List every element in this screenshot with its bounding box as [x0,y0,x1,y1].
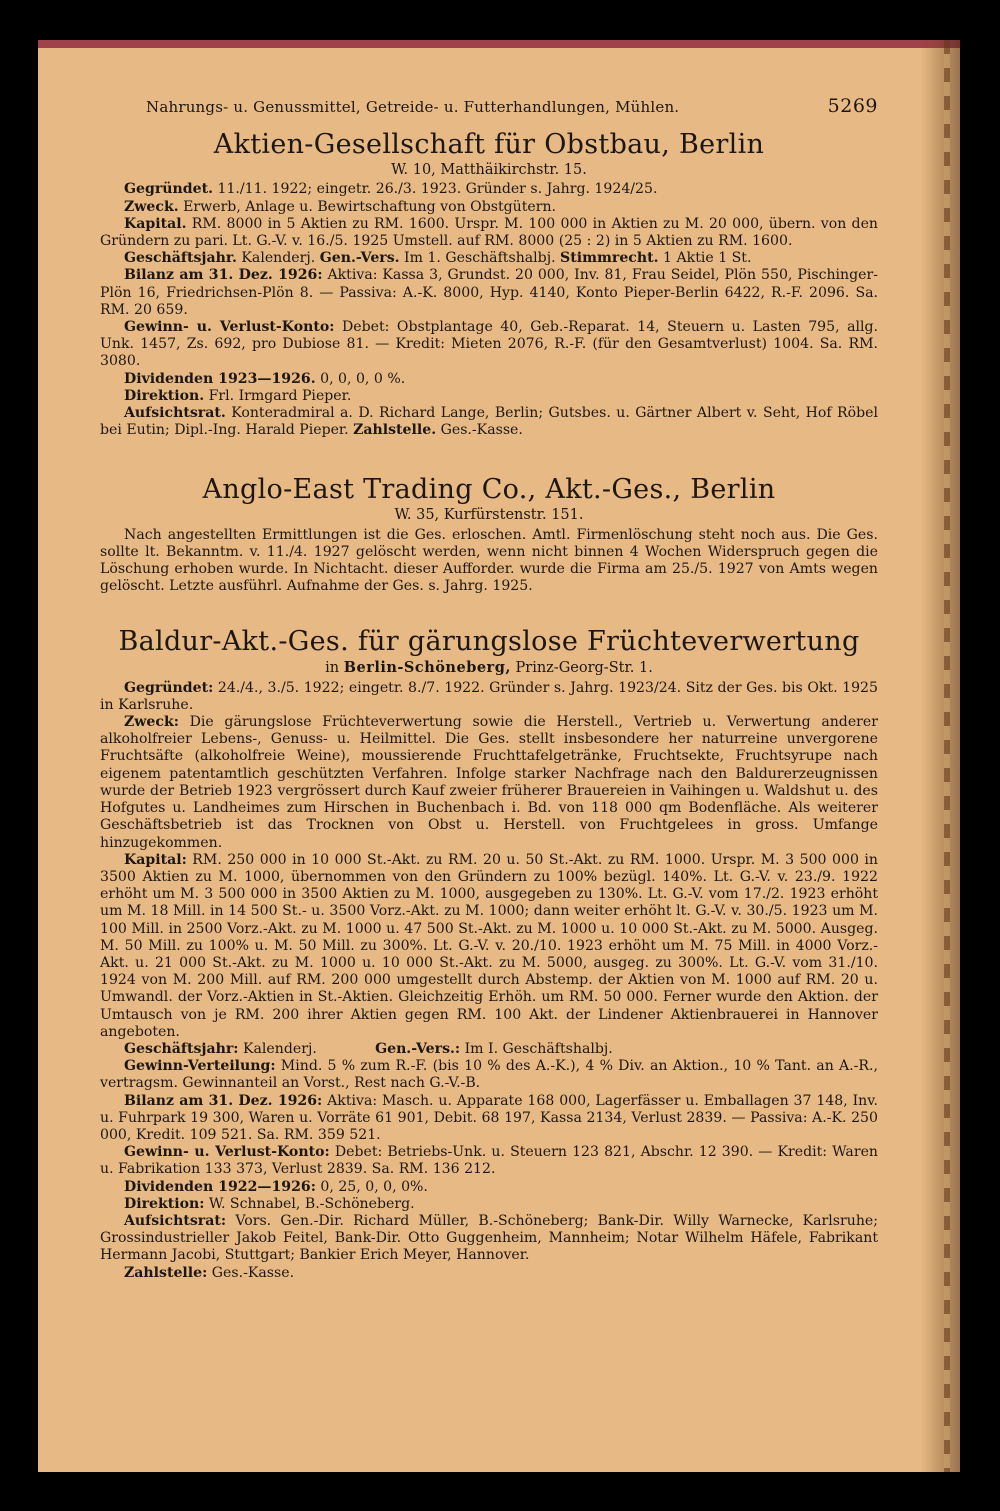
entry-text: Aktiva: Kassa 3, Grundst. 20 000, Inv. 81, Frau Seidel, Plön 550, Pischinger-Plön 16, Friedrichsen-Plön 8. — Passiva: A.-K. 8000, Hyp. 4140, Konto Pieper-Berlin 6422, R.-F. 2096. Sa. RM. 20 659. [100,267,878,318]
entry-text: W. Schnabel, B.-Schöneberg. [204,1195,415,1212]
entry-key: Bilanz am 31. Dez. 1926: [124,267,323,284]
entry-key: Direktion. [124,387,205,404]
entry-text: Konteradmiral a. D. Richard Lange, Berlin; Gutsbes. u. Gärtner Albert v. Seht, Hof Röbel bei Eutin; Dipl.-Ing. Harald Pieper. [100,405,878,439]
entry-key: Aufsichtsrat. [124,405,226,422]
entry-key: Gewinn- u. Verlust-Konto: [124,319,335,336]
entry-paragraph [100,1041,878,1058]
entry-paragraph [100,216,878,250]
entry-text: Im 1. Geschäftshalbj. [399,250,561,267]
address-prefix: in [325,660,344,677]
entry-text: Die gärungslose Früchteverwertung sowie die Herstell., Vertrieb u. Verwertung anderer alkoholfreier Lebens-, Genuss- u. Heilmittel. Die Ges. stellt insbesondere her naturreine unvergorene Fruchtsäfte (alkoholfreie Weine), moussierende Fruchttafelgetränke, Fruchtsekte, Fruchtsyrupe nach eigenem patentamtlich geschützten Verfahren. Infolge starker Nachfrage nach den Baldurerzeugnissen wurde der Betrieb 1923 vergrössert durch Kauf zweier früherer Brauereien in Vaihingen u. Waldshut u. des Hofgutes u. Landheimes zum Hirschen in Buchenbach i. Bd. von 118 000 qm Bodenfläche. Als weiterer Geschäftsbetrieb ist das Trocknen von Obst u. Herstell. von Fruchtgelees in gross. Umfange hinzugekommen. [100,714,878,851]
entry-paragraph [100,199,878,216]
binding-strip [944,40,950,1472]
entry-key: Zahlstelle: [124,1264,208,1281]
entry-text: Debet: Betriebs-Unk. u. Steuern 123 821, Abschr. 12 390. — Kredit: Waren u. Fabrikation 133 373, Verlust 2839. Sa. RM. 136 212. [100,1144,878,1178]
entry-paragraph [100,1179,878,1196]
entry-paragraph [100,1093,878,1145]
entry-paragraph [100,319,878,371]
page-top-band [38,40,960,48]
entry-paragraph [100,1213,878,1265]
entry-paragraph [100,1144,878,1178]
entry-key: Kapital: [124,851,187,868]
entry-key: Dividenden 1923—1926. [124,370,316,387]
entry-paragraph [100,852,878,1041]
entry-paragraph [100,1058,878,1092]
entry-key: Dividenden 1922—1926: [124,1178,316,1195]
entry-paragraph [100,181,878,198]
address-city: Berlin-Schöneberg, [343,659,511,677]
entry-text: Aktiva: Masch. u. Apparate 168 000, Lagerfässer u. Emballagen 37 148, Inv. u. Fuhrpark 19 300, Waren u. Vorräte 61 901, Debit. 68 197, Kassa 2134, Verlust 2839. — Passiva: A.-K. 250 000, Kredit. 109 521. Sa. RM. 359 521. [100,1092,878,1143]
entry-text: RM. 8000 in 5 Aktien zu RM. 1600. Urspr. M. 100 000 in Aktien zu M. 20 000, übern. von den Gründern zu pari. Lt. G.-V. v. 16./5. 1925 Umstell. auf RM. 8000 (25 : 2) in 5 Aktien zu RM. 1600. [100,215,878,250]
running-head [146,95,878,117]
page-number: 5269 [827,95,878,117]
entry-paragraph [100,250,878,267]
entry-key: Gewinn-Verteilung: [124,1058,276,1075]
entry-key: Bilanz am 31. Dez. 1926: [124,1092,323,1109]
entry-key: Aufsichtsrat: [124,1212,227,1229]
company-title: Aktien-Gesellschaft für Obstbau, Berlin [213,129,765,161]
entry-text: Kalenderj. [238,1040,322,1057]
entry-paragraph [100,680,878,714]
entry-key: Geschäftsjahr: [124,1040,239,1057]
address-street: Prinz-Georg-Str. 1. [510,660,653,677]
entry-text: Im I. Geschäftshalbj. [460,1040,613,1057]
entry-paragraph [100,527,878,596]
company-address: W. 35, Kurfürstenstr. 151. [394,507,584,524]
entry-paragraph [100,714,878,852]
entry-text: 1 Aktie 1 St. [658,250,752,267]
entry-key: Zweck. [124,198,179,215]
entry-key: Gen.-Vers. [319,250,400,267]
entry-text: 0, 25, 0, 0, 0%. [315,1178,428,1195]
entry-text: Ges.-Kasse. [436,422,523,439]
running-head-title: Nahrungs- u. Genussmittel, Getreide- u. Futterhandlungen, Mühlen. [146,98,680,116]
entry-key: Direktion: [124,1195,205,1212]
entry-paragraph [100,388,878,405]
entry-text: RM. 250 000 in 10 000 St.-Akt. zu RM. 20 u. 50 St.-Akt. zu RM. 1000. Urspr. M. 3 500 000 in 3500 Aktien zu M. 1000, übernommen von den Gründern zu 100% bezügl. 140%. Lt. G.-V. v. 23./9. 1922 erhöht um M. 3 500 000 in 3500 Aktien zu M. 1000, ausgegeben zu 130%. Lt. G.-V. vom 17./2. 1923 erhöht um M. 18 Mill. in 14 500 St.- u. 3500 Vorz.-Akt. zu M. 1000; dann weiter erhöht lt. G.-V. v. 30./5. 1923 um M. 100 Mill. in 2500 Vorz.-Akt. zu M. 1000 u. 47 500 St.-Akt. zu M. 1000 u. 10 000 St.-Akt. zu M. 5000. Ausgeg. M. 50 Mill. zu 100% u. M. 50 Mill. zu 300%. Lt. G.-V. v. 20./10. 1923 erhöht um M. 75 Mill. in 4000 Vorz.-Akt. u. 21 000 St.-Akt. zu M. 1000 u. 10 000 St.-Akt. zu M. 5000, ausgeg. zu 300%. Lt. G.-V. vom 31./10. 1924 von M. 200 Mill. auf RM. 200 000 umgestellt durch Abstemp. der Aktien von M. 1000 auf RM. 20 u. Umwandl. der Vorz.-Aktien in St.-Aktien. Gleichzeitig Erhöh. um RM. 50 000. Ferner wurde den Aktion. der Umtausch von je RM. 200 ihrer Aktien gegen RM. 100 Akt. der Lindener Aktienbrauerei in Hannover angeboten. [100,851,878,1040]
company-address: W. 10, Matthäikirchstr. 15. [391,162,587,179]
entry-key: Zahlstelle. [353,422,437,439]
entry-key: Gegründet. [124,181,214,198]
entry-text: Vors. Gen.-Dir. Richard Müller, B.-Schöneberg; Bank-Dir. Willy Warnecke, Karlsruhe; Grossindustrieller Jakob Feitel, Bank-Dir. Otto Guggenheim, Mannheim; Notar Wilhelm Häfele, Fabrikant Hermann Jacobi, Stuttgart; Bankier Erich Meyer, Hannover. [100,1212,878,1264]
entry-text: 0, 0, 0, 0 %. [315,370,406,387]
entry-paragraph [100,1265,878,1282]
company-title: Baldur-Akt.-Ges. für gärungslose Früchteverwertung [118,626,860,658]
entry-text: Frl. Irmgard Pieper. [204,387,352,404]
entry-paragraph [100,371,878,388]
entry-text: Mind. 5 % zum R.-F. (bis 10 % des A.-K.), 4 % Div. an Aktion., 10 % Tant. an A.-R., vertragsm. Gewinnanteil an Vorst., Rest nach G.-V.-B. [100,1058,878,1092]
entry-key: Gegründet: [124,679,214,696]
page-content [100,95,878,1282]
entry-key: Gewinn- u. Verlust-Konto: [124,1144,330,1161]
entry-text: Kalenderj. [236,250,320,267]
entry-key: Zweck: [124,714,179,731]
entry-text: 11./11. 1922; eingetr. 26./3. 1923. Gründer s. Jahrg. 1924/25. [213,181,658,198]
entry-text: 24./4., 3./5. 1922; eingetr. 8./7. 1922. Gründer s. Jahrg. 1923/24. Sitz der Ges. bis Okt. 1925 in Karlsruhe. [100,679,878,713]
binding-shadow [920,40,960,1472]
entry-paragraph [100,1196,878,1213]
company-address [100,659,878,677]
entry-key: Gen.-Vers.: [375,1040,461,1057]
entry-text: Ges.-Kasse. [207,1264,295,1281]
book-page [38,40,960,1472]
entry-key: Geschäftsjahr. [124,250,237,267]
entry-text: Erwerb, Anlage u. Bewirtschaftung von Obstgütern. [178,198,557,215]
entry-text: Nach angestellten Ermittlungen ist die Ges. erloschen. Amtl. Firmenlöschung steht noch aus. Die Ges. sollte lt. Bekanntm. v. 11./4. 1927 gelöscht werden, wenn nicht binnen 4 Wochen Widerspruch gegen die Löschung erhoben wurde. In Nichtacht. dieser Aufforder. wurde die Firma am 25./5. 1927 von Amts wegen gelöscht. Letzte ausführl. Aufnahme der Ges. s. Jahrg. 1925. [100,526,878,595]
entry-paragraph [100,405,878,439]
entry-key: Kapital. [124,215,187,232]
company-title: Anglo-East Trading Co., Akt.-Ges., Berlin [202,474,776,506]
entry-text: Debet: Obstplantage 40, Geb.-Reparat. 14, Steuern u. Lasten 795, allg. Unk. 1457, Zs. 692, pro Dubiose 81. — Kredit: Mieten 2076, R.-F. (für den Gesamtverlust) 1004. Sa. RM. 3080. [100,319,878,370]
entry-paragraph [100,267,878,319]
entry-key: Stimmrecht. [560,250,659,267]
